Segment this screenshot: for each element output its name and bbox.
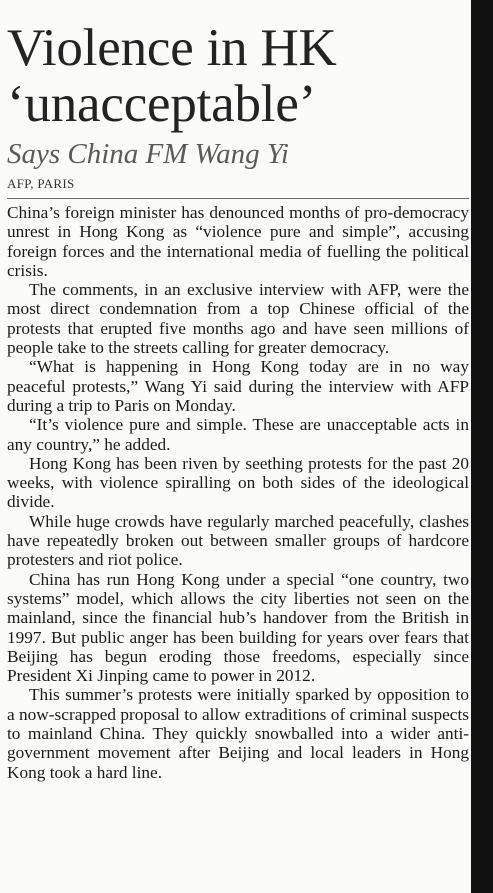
headline-divider [7,198,469,199]
article-paragraph: This summer’s protests were initially sparked by opposition to a now-scrapped proposal to allow extraditions of criminal suspects to mainland China. They quickly snowballed into a wider anti-government movement after Beijing and local leaders in Hong Kong took a hard line. [7,685,469,782]
news-article [7,0,469,782]
article-headline: Violence in HK ‘unacceptable’ [7,19,337,133]
article-paragraph: Hong Kong has been riven by seething protests for the past 20 weeks, with violence spiralling on both sides of the ideological divide. [7,453,469,512]
article-subheadline: Says China FM Wang Yi [7,138,289,170]
article-paragraph: “It’s violence pure and simple. These are unacceptable acts in any country,” he added. [7,415,469,454]
article-paragraph: While huge crowds have regularly marched peacefully, clashes have repeatedly broken out between smaller groups of hardcore protesters and riot police. [7,511,469,570]
page-edge-shadow [471,0,493,893]
article-paragraph: China has run Hong Kong under a special “one country, two systems” model, which allows the city liberties not seen on the mainland, since the financial hub’s handover from the British in 1997. But public anger has been building for years over fears that Beijing has begun eroding those freedoms, especially since President Xi Jinping came to power in 2012. [7,569,469,686]
article-body [7,203,469,782]
article-paragraph: The comments, in an exclusive interview with AFP, were the most direct condemnation from a top Chinese official of the protests that erupted five months ago and have seen millions of people take to the streets calling for greater democracy. [7,280,469,358]
article-paragraph: China’s foreign minister has denounced months of pro-democracy unrest in Hong Kong as “violence pure and simple”, accusing foreign forces and the international media of fuelling the political crisis. [7,203,469,280]
article-byline: AFP, PARIS [7,176,75,191]
article-paragraph: “What is happening in Hong Kong today are in no way peaceful protests,” Wang Yi said during the interview with AFP during a trip to Paris on Monday. [7,357,469,415]
